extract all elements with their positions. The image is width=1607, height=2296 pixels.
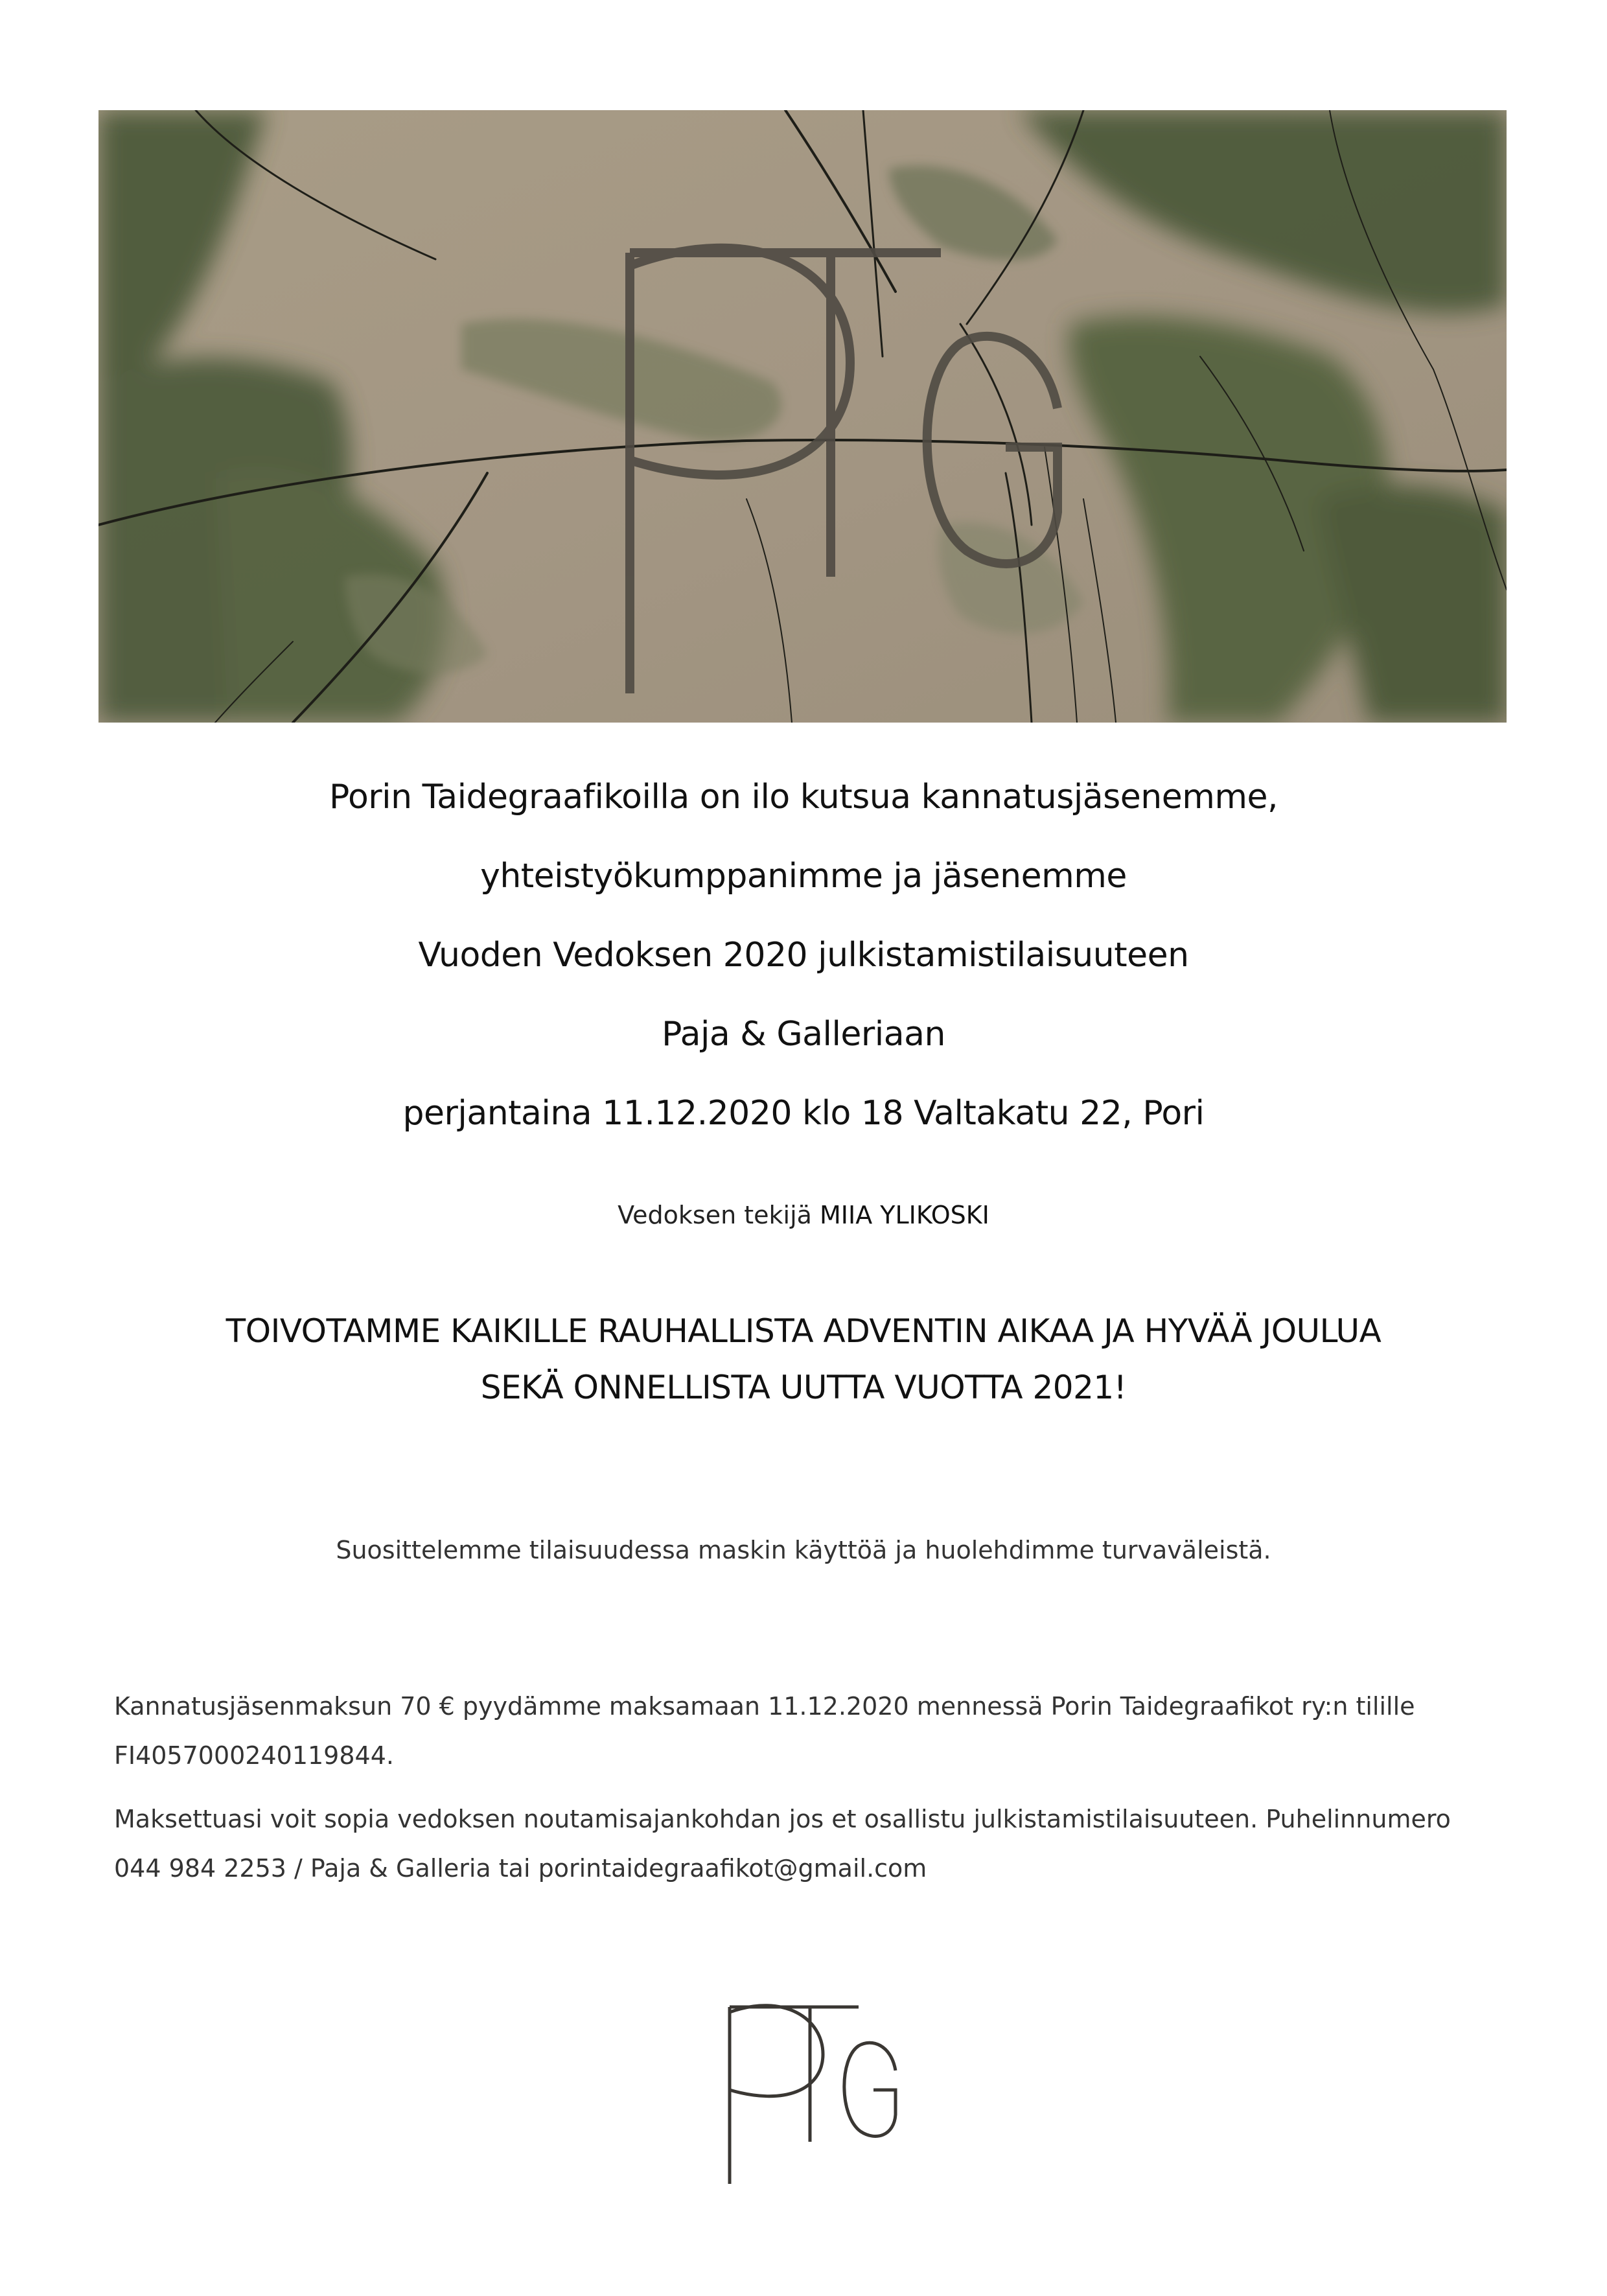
hero-artwork — [98, 110, 1507, 723]
bank-account: FI4057000240119844. — [114, 1741, 394, 1770]
footer-logo — [726, 1993, 901, 2187]
greeting-line-2: SEKÄ ONNELLISTA UUTTA VUOTTA 2021! — [480, 1369, 1127, 1406]
artwork-image — [98, 110, 1507, 723]
pickup-line: Maksettuasi voit sopia vedoksen noutamisajankohdan jos et osallistu julkistamistilaisuuteen. Puhelinnumero — [114, 1805, 1451, 1833]
contact-line: 044 984 2253 / Paja & Galleria tai porintaidegraafikot@gmail.com — [114, 1854, 927, 1883]
payment-paragraph-2 — [114, 1794, 1507, 1893]
payment-paragraph-1 — [114, 1682, 1507, 1780]
payment-info — [114, 1682, 1507, 1893]
invitation-line-5: perjantaina 11.12.2020 klo 18 Valtakatu 22, Pori — [402, 1094, 1205, 1133]
print-author — [0, 1201, 1607, 1229]
author-label: Vedoksen tekijä — [618, 1201, 820, 1229]
greeting-line-1: TOIVOTAMME KAIKILLE RAUHALLISTA ADVENTIN AIKAA JA HYVÄÄ JOULUA — [225, 1312, 1382, 1350]
invitation-line-2: yhteistyökumppanimme ja jäsenemme — [480, 857, 1127, 896]
payment-line-1: Kannatusjäsenmaksun 70 € pyydämme maksamaan 11.12.2020 mennessä Porin Taidegraafikot ry:n tilille — [114, 1692, 1415, 1721]
author-name: MIIA YLIKOSKI — [820, 1201, 989, 1229]
invitation-line-3: Vuoden Vedoksen 2020 julkistamistilaisuuteen — [418, 936, 1189, 975]
invitation-line-1: Porin Taidegraafikoilla on ilo kutsua kannatusjäsenemme, — [329, 778, 1278, 817]
safety-notice: Suosittelemme tilaisuudessa maskin käyttöä ja huolehdimme turvaväleistä. — [336, 1536, 1271, 1564]
ptg-logo-icon — [726, 1993, 901, 2187]
invitation-line-4: Paja & Galleriaan — [662, 1015, 945, 1054]
